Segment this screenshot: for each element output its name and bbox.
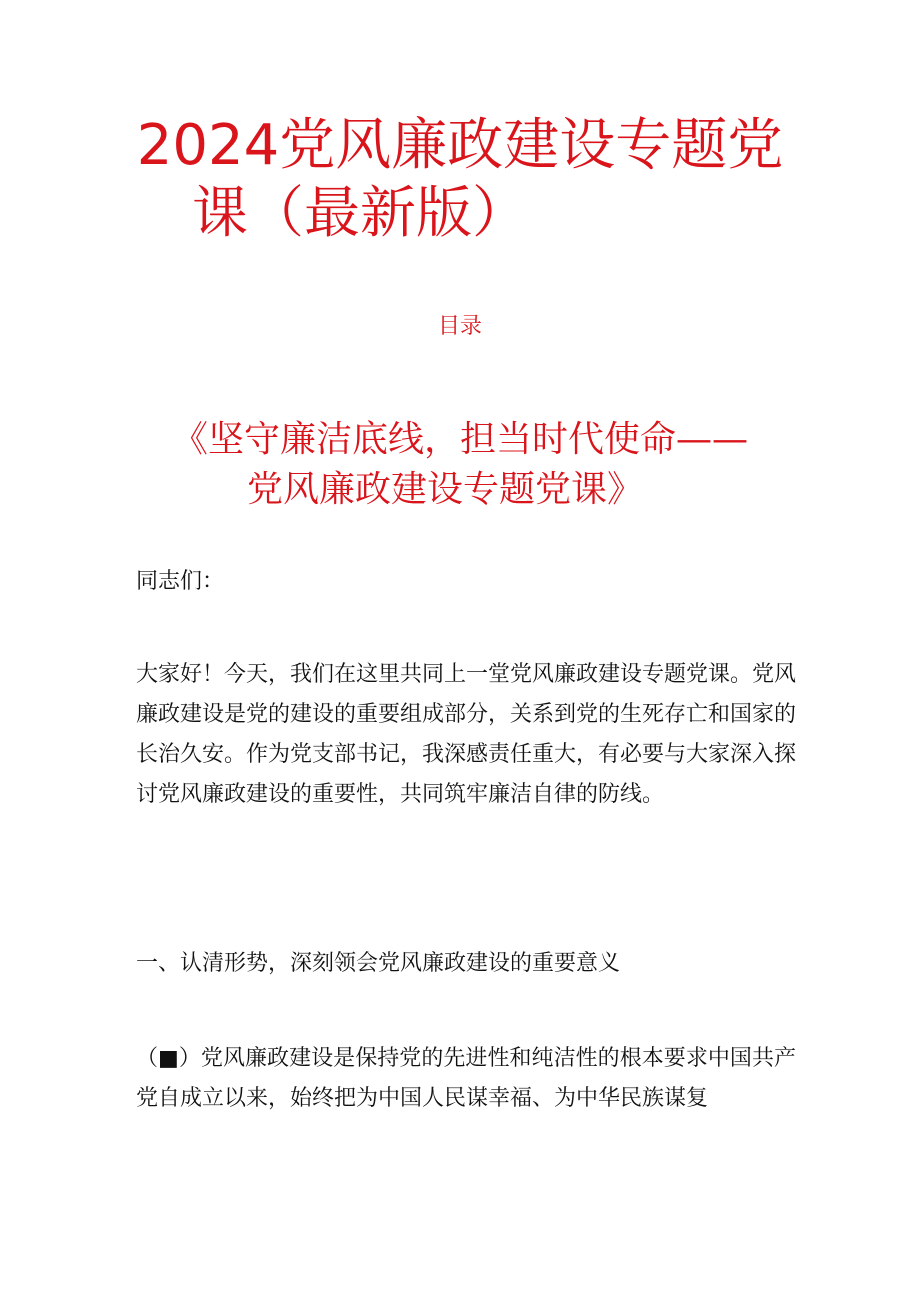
document-title-line1: 2024党风廉政建设专题党 [136,113,784,178]
document-title-line2: 课（最新版） [192,181,528,246]
table-of-contents-label: 目录 [437,314,482,339]
section1-paragraph: （■）党风廉政建设是保持党的先进性和纯洁性的根本要求中国共产党自成立以来，始终把为中国人民谋幸福、为中华民族谋复 [136,1046,796,1111]
lecture-title-line2: 党风廉政建设专题党课》 [246,469,643,510]
section-heading-1: 一、认清形势，深刻领会党风廉政建设的重要意义 [136,951,621,976]
greeting: 同志们： [136,569,225,594]
lecture-title-line1: 《坚守廉洁底线，担当时代使命—— [171,419,748,460]
intro-paragraph: 大家好！今天，我们在这里共同上一堂党风廉政建设专题党课。党风廉政建设是党的建设的重要组成部分，关系到党的生死存亡和国家的长治久安。作为党支部书记，我深感责任重大，有必要与大家深入探讨党风廉政建设的重要性，共同筑牢廉洁自律的防线。 [136,662,797,807]
